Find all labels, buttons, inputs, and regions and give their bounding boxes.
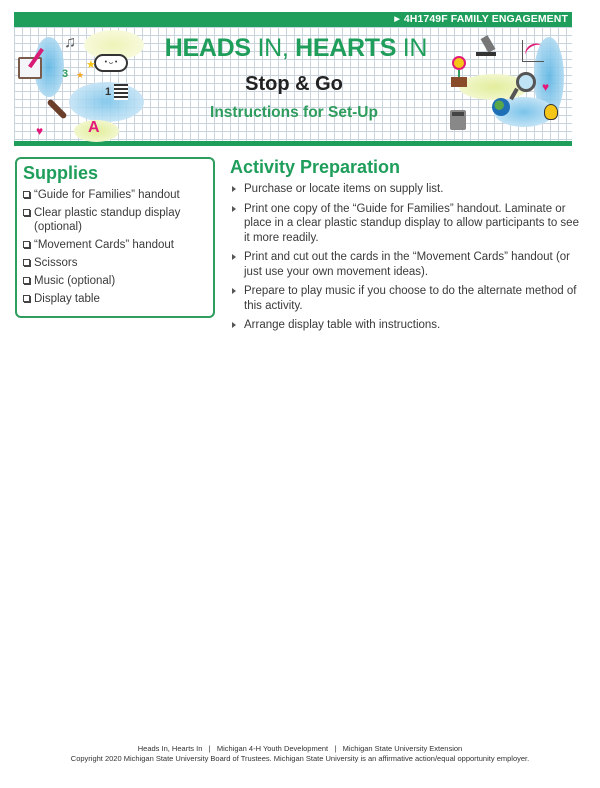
supply-item: [23, 256, 207, 270]
bullet-arrow-icon: [232, 206, 236, 212]
calculator-icon: [450, 110, 466, 130]
number-1-icon: 1: [105, 86, 112, 98]
supply-item: [23, 238, 207, 252]
footer-credits: Heads In, Hearts In | Michigan 4-H Youth Development | Michigan State University Extension: [137, 744, 463, 753]
supplies-heading: Supplies: [23, 163, 99, 183]
preparation-step-text: Print one copy of the “Guide for Families” handout. Laminate or place in a clear plastic standup display to allow participants to see it more readily.: [244, 202, 579, 244]
lightbulb-icon: [544, 104, 558, 120]
preparation-step-text: Prepare to play music if you choose to do the alternate method of this activity.: [244, 285, 577, 312]
cloud-face-icon: • ᴗ •: [94, 54, 128, 72]
graph-icon: [522, 40, 544, 62]
supply-item-text: Clear plastic standup display (optional): [34, 207, 181, 233]
top-green-bar: [14, 12, 572, 27]
supply-item: [23, 292, 207, 306]
program-brand: [146, 34, 446, 63]
preparation-step: [230, 250, 580, 279]
preparation-step-text: Print and cut out the cards in the “Movement Cards” handout (or just use your own movement ideas).: [244, 251, 570, 278]
book-icon: [18, 57, 42, 79]
brand-in-1: IN,: [250, 34, 296, 62]
supply-item: [23, 188, 207, 202]
supply-item: [23, 206, 207, 234]
number-3-icon: 3: [62, 68, 69, 80]
brand-hearts: HEARTS: [295, 34, 397, 62]
supplies-box: [15, 157, 215, 318]
brand-in-2: IN: [396, 34, 428, 62]
preparation-step-text: Arrange display table with instructions.: [244, 319, 441, 331]
brand-heads: HEADS: [164, 34, 251, 62]
checkbox-icon: [23, 191, 30, 198]
preparation-list: [230, 182, 580, 333]
preparation-step-text: Purchase or locate items on supply list.: [244, 183, 444, 195]
letter-a-icon: A: [88, 119, 100, 136]
page-footer: [0, 744, 600, 764]
publication-code: [394, 13, 568, 25]
heart-icon: ♥: [542, 80, 550, 94]
bullet-arrow-icon: [232, 322, 236, 328]
activity-preparation-section: [230, 157, 580, 338]
preparation-step: [230, 182, 580, 197]
star-icon: ★: [76, 70, 85, 80]
header-banner: [14, 12, 572, 146]
microscope-icon: [476, 36, 500, 58]
supply-item-text: “Movement Cards” handout: [34, 239, 174, 251]
supply-item-text: “Guide for Families” handout: [34, 189, 180, 201]
preparation-step: [230, 202, 580, 246]
checkbox-icon: [23, 277, 30, 284]
checkbox-icon: [23, 259, 30, 266]
preparation-step: [230, 284, 580, 313]
preparation-heading: Activity Preparation: [230, 157, 401, 177]
globe-icon: [492, 98, 510, 116]
music-note-icon: ♫: [64, 34, 76, 51]
page-subtitle: Instructions for Set-Up: [210, 104, 378, 121]
checkbox-icon: [23, 241, 30, 248]
page-title: Stop & Go: [245, 73, 343, 95]
supplies-list: [23, 188, 207, 306]
notepad-icon: [114, 84, 128, 100]
flower-pot-icon: [450, 56, 468, 90]
heart-icon: ♥: [36, 124, 44, 138]
footer-copyright: Copyright 2020 Michigan State University Board of Trustees. Michigan State University is an affirmative action/equal opportunity employer.: [70, 754, 530, 763]
supply-item: [23, 274, 207, 288]
checkbox-icon: [23, 209, 30, 216]
preparation-step: [230, 318, 580, 333]
supply-item-text: Music (optional): [34, 275, 116, 287]
bullet-arrow-icon: [232, 254, 236, 260]
arrow-icon: ▶: [394, 16, 400, 23]
bullet-arrow-icon: [232, 186, 236, 192]
publication-code-text: 4H1749F FAMILY ENGAGEMENT: [403, 13, 568, 25]
supply-item-text: Scissors: [34, 257, 78, 269]
star-icon: ★: [86, 59, 96, 71]
supply-item-text: Display table: [34, 293, 100, 305]
checkbox-icon: [23, 295, 30, 302]
bullet-arrow-icon: [232, 288, 236, 294]
